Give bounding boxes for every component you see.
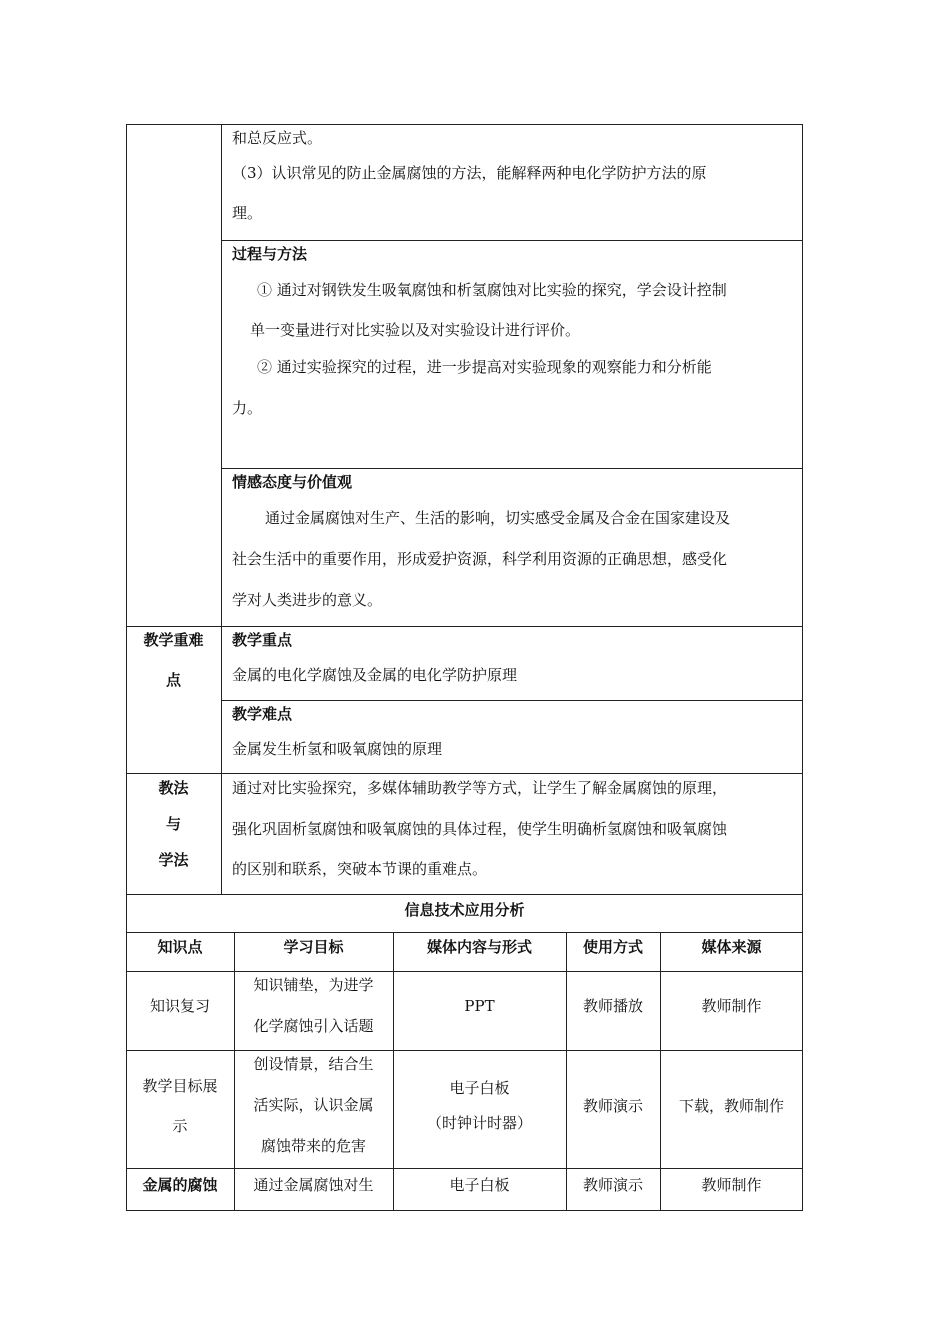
row-label: 点 xyxy=(165,671,181,689)
divider xyxy=(126,1050,803,1051)
table-cell: 知识铺垫，为进学 xyxy=(253,976,374,994)
divider xyxy=(126,971,803,972)
focus-text: 金属的电化学腐蚀及金属的电化学防护原理 xyxy=(232,666,518,684)
divider xyxy=(126,773,803,774)
row-label: 教学重难 xyxy=(143,631,204,649)
table-cell: （时钟计时器） xyxy=(426,1114,532,1132)
table-cell: 教师制作 xyxy=(701,997,762,1015)
focus-title: 教学重点 xyxy=(232,631,293,649)
divider xyxy=(126,932,803,933)
row-label: 与 xyxy=(165,815,181,833)
table-cell: 教学目标展 xyxy=(142,1077,218,1095)
table-cell: 教师演示 xyxy=(582,1097,643,1115)
emotion-text: 社会生活中的重要作用，形成爱护资源，科学利用资源的正确思想，感受化 xyxy=(232,550,728,568)
divider xyxy=(126,626,803,627)
process-text: 力。 xyxy=(232,399,263,417)
methods-text: 通过对比实验探究，多媒体辅助教学等方式，让学生了解金属腐蚀的原理， xyxy=(232,779,728,797)
table-cell: 知识复习 xyxy=(149,997,210,1015)
objective-text: （3）认识常见的防止金属腐蚀的方法，能解释两种电化学防护方法的原 xyxy=(232,164,707,182)
table-cell: 教师演示 xyxy=(582,1176,643,1194)
table-cell: 电子白板 xyxy=(449,1079,510,1097)
divider xyxy=(660,932,661,1211)
table-cell: 活实际，认识金属 xyxy=(253,1096,374,1114)
difficulty-text: 金属发生析氢和吸氧腐蚀的原理 xyxy=(232,740,443,758)
divider xyxy=(566,932,567,1211)
table-cell: 化学腐蚀引入话题 xyxy=(253,1017,374,1035)
divider xyxy=(126,894,803,895)
table-cell: PPT xyxy=(464,997,495,1015)
column-header: 使用方式 xyxy=(582,938,643,956)
table-cell: 教师播放 xyxy=(582,997,643,1015)
process-text: ① 通过对钢铁发生吸氧腐蚀和析氢腐蚀对比实验的探究，学会设计控制 xyxy=(257,281,727,299)
objective-text: 理。 xyxy=(232,204,263,222)
column-header: 学习目标 xyxy=(283,938,344,956)
table-title: 信息技术应用分析 xyxy=(404,901,525,919)
table-cell: 教师制作 xyxy=(701,1176,762,1194)
methods-text: 的区别和联系，突破本节课的重难点。 xyxy=(232,860,488,878)
process-text: ② 通过实验探究的过程，进一步提高对实验现象的观察能力和分析能 xyxy=(257,358,712,376)
table-cell: 创设情景，结合生 xyxy=(253,1055,374,1073)
table-cell: 金属的腐蚀 xyxy=(142,1176,218,1194)
divider xyxy=(221,700,803,701)
difficulty-title: 教学难点 xyxy=(232,705,293,723)
divider xyxy=(393,932,394,1211)
emotion-text: 通过金属腐蚀对生产、生活的影响，切实感受金属及合金在国家建设及 xyxy=(265,509,731,527)
row-label: 学法 xyxy=(158,851,189,869)
divider xyxy=(126,1168,803,1169)
divider xyxy=(221,124,222,894)
emotion-text: 学对人类进步的意义。 xyxy=(232,591,383,609)
divider xyxy=(221,468,803,469)
column-header: 媒体内容与形式 xyxy=(426,938,532,956)
table-cell: 通过金属腐蚀对生 xyxy=(253,1176,374,1194)
column-header: 知识点 xyxy=(157,938,203,956)
table-cell: 示 xyxy=(172,1117,188,1135)
divider xyxy=(221,240,803,241)
table-cell: 电子白板 xyxy=(449,1176,510,1194)
process-text: 单一变量进行对比实验以及对实验设计进行评价。 xyxy=(250,321,581,339)
section-title: 情感态度与价值观 xyxy=(232,473,353,491)
table-cell: 腐蚀带来的危害 xyxy=(260,1137,366,1155)
column-header: 媒体来源 xyxy=(701,938,762,956)
methods-text: 强化巩固析氢腐蚀和吸氧腐蚀的具体过程，使学生明确析氢腐蚀和吸氧腐蚀 xyxy=(232,820,728,838)
table-cell: 下载，教师制作 xyxy=(678,1097,784,1115)
row-label: 教法 xyxy=(158,779,189,797)
objective-text: 和总反应式。 xyxy=(232,129,323,147)
section-title: 过程与方法 xyxy=(232,245,308,263)
